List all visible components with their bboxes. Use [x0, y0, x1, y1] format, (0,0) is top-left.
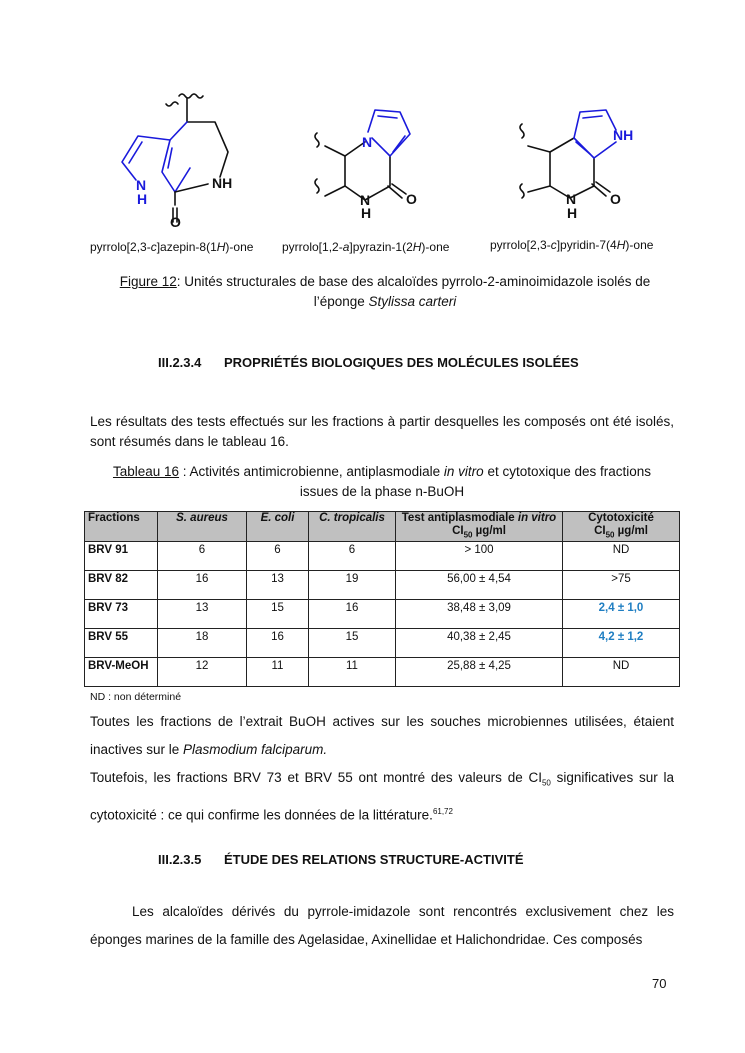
atom-nh-amide-1: NH: [212, 175, 233, 191]
header-e-coli: E. coli: [247, 512, 309, 542]
cell-s-aureus: 18: [158, 629, 247, 658]
atom-o-3: O: [610, 191, 621, 207]
cell-antiplasmodial: 38,48 ± 3,09: [396, 600, 563, 629]
cell-antiplasmodial: > 100: [396, 542, 563, 571]
paragraph-cytotoxicity: Toutefois, les fractions BRV 73 et BRV 55 ont montré des valeurs de $CI_{50}$ significatives sur la cytotoxicité : ce qui confirme les données de la littérature.$^{61,72}$: [90, 770, 674, 823]
figure-caption: Figure 12: Unités structurales de base des alcaloïdes pyrrolo-2-aminoimidazole isolés de l’éponge Stylissa carteri: [119, 274, 651, 309]
header-s-aureus: S. aureus: [158, 512, 247, 542]
cell-cytotoxicity: ND: [563, 658, 680, 687]
cell-s-aureus: 6: [158, 542, 247, 571]
table-row: [85, 629, 680, 658]
cell-c-tropicalis: 16: [309, 600, 396, 629]
structure-pyridinone: [520, 110, 616, 198]
cell-cytotoxicity-highlight: 2,4 ± 1,0: [563, 600, 680, 629]
page-number: 70: [652, 976, 667, 991]
structure-label-1: pyrrolo[2,3-c]azepin-8(1H)-one: [90, 240, 254, 254]
cell-e-coli: 11: [247, 658, 309, 687]
cell-antiplasmodial: 40,38 ± 2,45: [396, 629, 563, 658]
table-row: [85, 658, 680, 687]
atom-n-ring-2: N: [362, 134, 373, 150]
paragraph-results: Les résultats des tests effectués sur les fractions à partir desquelles les composés ont été isolés, sont résumés dans le tableau 16.: [90, 414, 674, 449]
atom-nh-ring-3: NH: [613, 127, 634, 143]
cell-c-tropicalis: 19: [309, 571, 396, 600]
atom-o-1: O: [170, 214, 181, 230]
paragraph-alkaloids: Les alcaloïdes dérivés du pyrrole-imidazole sont rencontrés exclusivement chez les éponges marines de la famille des Agelasidae, Axinellidae et Halichondridae. Ces composés: [90, 904, 674, 947]
cell-cytotoxicity: >75: [563, 571, 680, 600]
figure-label: Figure 12: [119, 274, 177, 289]
table-label: Tableau 16: [112, 464, 180, 479]
header-fractions: Fractions: [85, 512, 158, 542]
table-caption: Tableau 16 : Activités antimicrobienne, antiplasmodiale in vitro et cytotoxique des fractions issues de la phase n-BuOH: [112, 464, 652, 499]
section-heading-biological-properties: III.2.3.4 PROPRIÉTÉS BIOLOGIQUES DES MOLÉCULES ISOLÉES: [158, 355, 579, 370]
cell-e-coli: 15: [247, 600, 309, 629]
cell-c-tropicalis: 6: [309, 542, 396, 571]
cell-cytotoxicity: ND: [563, 542, 680, 571]
cell-fraction: BRV 91: [85, 542, 158, 571]
cell-fraction: BRV 82: [85, 571, 158, 600]
cell-c-tropicalis: 15: [309, 629, 396, 658]
table-row: [85, 600, 680, 629]
section-heading-structure-activity: III.2.3.5 ÉTUDE DES RELATIONS STRUCTURE-ACTIVITÉ: [158, 852, 524, 867]
cell-e-coli: 6: [247, 542, 309, 571]
chemical-structures-figure: [80, 80, 680, 240]
cell-s-aureus: 12: [158, 658, 247, 687]
header-cytotoxicity: Cytotoxicité $CI_{50}$ µg/ml: [563, 512, 680, 542]
atom-n-amide-2: N: [360, 192, 371, 208]
atom-h-amide-3: H: [567, 205, 578, 221]
atom-h-amide-2: H: [361, 205, 372, 221]
atom-h-ring-1: H: [137, 191, 148, 207]
cell-e-coli: 13: [247, 571, 309, 600]
cell-s-aureus: 16: [158, 571, 247, 600]
structure-pyrazinone: [315, 110, 410, 200]
paragraph-inactive-fractions: Toutes les fractions de l’extrait BuOH actives sur les souches microbiennes utilisées, étaient inactives sur le Plasmodium falciparum.: [90, 714, 674, 757]
cell-antiplasmodial: 56,00 ± 4,54: [396, 571, 563, 600]
table-row: [85, 571, 680, 600]
cell-e-coli: 16: [247, 629, 309, 658]
table-header-row: [85, 512, 680, 542]
cell-fraction: BRV 55: [85, 629, 158, 658]
cell-fraction: BRV 73: [85, 600, 158, 629]
header-c-tropicalis: C. tropicalis: [309, 512, 396, 542]
atom-n-ring-1: N: [136, 177, 147, 193]
header-antiplasmodial: Test antiplasmodiale in vitro $CI_{50}$ µg/ml: [396, 512, 563, 542]
cell-s-aureus: 13: [158, 600, 247, 629]
cell-c-tropicalis: 11: [309, 658, 396, 687]
atom-n-amide-3: N: [566, 191, 577, 207]
cell-fraction: BRV-MeOH: [85, 658, 158, 687]
cell-antiplasmodial: 25,88 ± 4,25: [396, 658, 563, 687]
activity-table: [84, 511, 680, 687]
structure-label-2: pyrrolo[1,2-a]pyrazin-1(2H)-one: [282, 240, 450, 254]
cell-cytotoxicity-highlight: 4,2 ± 1,2: [563, 629, 680, 658]
table-row: [85, 542, 680, 571]
atom-o-2: O: [406, 191, 417, 207]
table-footnote: ND : non déterminé: [90, 691, 182, 703]
structure-label-3: pyrrolo[2,3-c]pyridin-7(4H)-one: [490, 238, 654, 252]
